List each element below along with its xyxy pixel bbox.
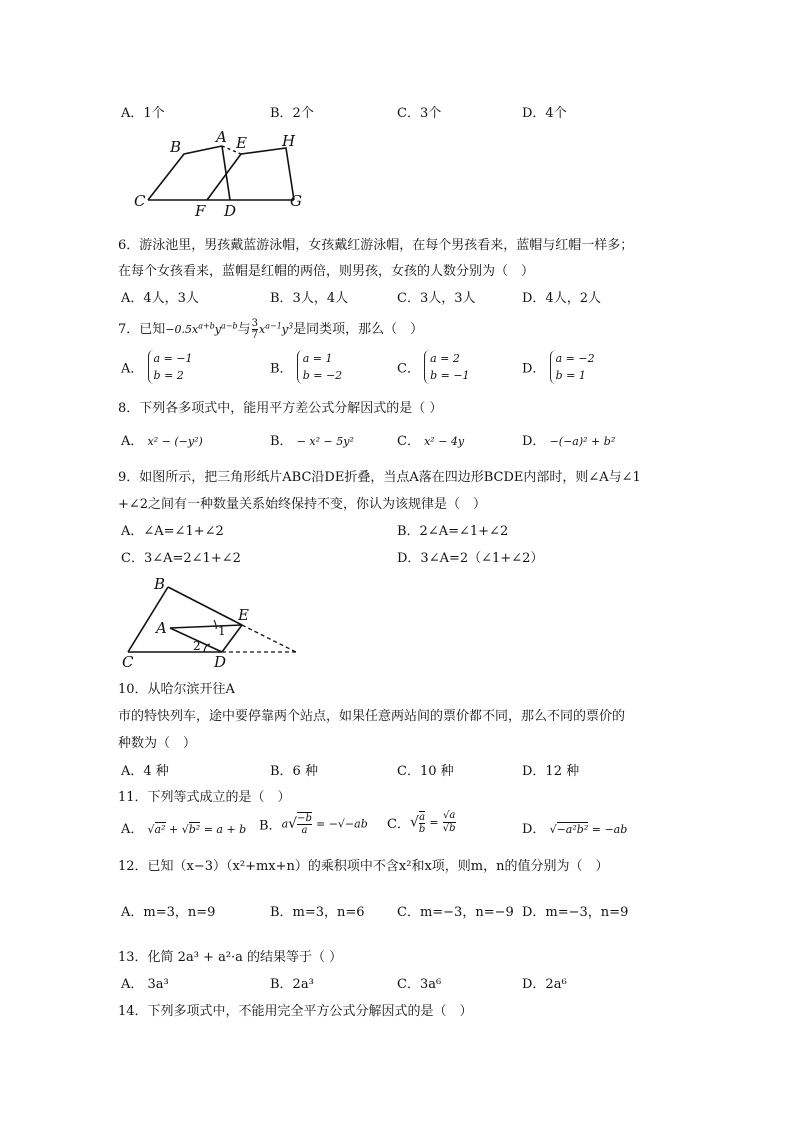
q7-stem [118, 318, 423, 341]
q7-option-d-label: D． [522, 361, 546, 377]
q7-frac-den: 7 [251, 330, 258, 341]
q5-label-c: C [134, 192, 146, 210]
q11-c-top: a [419, 811, 426, 823]
q11-option-b: B．a√ $\frac{-b}{a}$ = −√−ab [259, 813, 368, 836]
q7-option-b-label: B． [270, 361, 293, 377]
q7-option-b-system [297, 350, 342, 384]
q11-c-frac-left [419, 811, 425, 835]
q7-option-d-system [550, 350, 595, 384]
q9-figure [118, 572, 308, 672]
q5-label-b: B [170, 138, 182, 156]
q8-option-d-label: D． [522, 434, 546, 449]
q5-option-c: C．3个 [397, 106, 442, 121]
q6-option-a: A．4人，3人 [121, 291, 199, 306]
q5-option-d: D．4个 [522, 106, 567, 121]
q10-stem-line1: 10．从哈尔滨开往A [118, 682, 235, 697]
q11-c-frac-right [443, 810, 456, 835]
q7-connector: 与 [237, 322, 251, 337]
q11-a-radicand1: a² [154, 823, 166, 836]
q7-term1-mid: y [214, 323, 222, 336]
q8-option-a-label: A． [121, 434, 144, 449]
q8-option-a-expr: x² − (−y²) [147, 435, 203, 448]
q7-option-c-system [424, 350, 469, 384]
q6-stem-line1: 6．游泳池里，男孩戴蓝游泳帽，女孩戴红游泳帽，在每个男孩看来，蓝帽与红帽一样多； [118, 238, 634, 253]
q12-option-a: A．m=3，n=9 [121, 905, 216, 920]
q7-option-c-line2: b = −1 [430, 369, 470, 382]
q9-label-a: A [156, 619, 167, 637]
q8-option-a [121, 430, 203, 449]
q11-option-a-expr: = a + b [203, 823, 247, 836]
q11-c-rb: √b [442, 823, 456, 834]
q6-stem-line2: 在每个女孩看来，蓝帽是红帽的两倍，则男孩，女孩的人数分别为（ ） [118, 264, 535, 279]
q9-angle-1-arc [214, 620, 216, 629]
q10-option-b: B．6 种 [270, 764, 318, 779]
q7-frac-num: 3 [251, 318, 258, 329]
q9-label-d: D [214, 653, 227, 671]
q5-label-f: F [195, 202, 206, 220]
q6-option-d: D．4人，2人 [522, 291, 601, 306]
q7-term2: x [259, 323, 266, 336]
q5-option-b: B．2个 [270, 106, 314, 121]
q13-stem: 13．化简 2a³ + a²·a 的结果等于（ ） [118, 950, 343, 965]
q12-option-c: C．m=−3，n=−9 [397, 905, 514, 920]
q5-label-d: D [224, 202, 237, 220]
q7-term1-exp1: a+b [198, 321, 215, 331]
q11-a-radicand2: b² [188, 823, 201, 836]
q10-option-a: A．4 种 [121, 764, 169, 779]
q11-option-a-label: A． [121, 822, 144, 837]
q11-option-d-expr: = −ab [591, 823, 628, 836]
q8-option-b-expr: − x² − 5y² [296, 435, 354, 448]
q8-option-b [270, 430, 354, 449]
q10-stem-line2: 市的特快列车，途中要停靠两个站点，如果任意两站间的票价都不同，那么不同的票价的 [118, 709, 626, 724]
q11-option-a: A． √a² + √b² = a + b [121, 822, 247, 837]
q5-label-e: E [236, 134, 247, 152]
q11-option-c-label: C． [387, 817, 410, 832]
q7-option-c [397, 350, 470, 384]
q8-stem: 8．下列各多项式中，能用平方差公式分解因式的是（ ） [118, 401, 443, 416]
q7-option-b [270, 350, 342, 384]
q7-option-d [522, 350, 595, 384]
q9-label-1: 1 [218, 624, 226, 638]
q13-option-d: D．2a⁶ [522, 977, 567, 992]
q11-d-radicand: −a²b² [556, 823, 589, 836]
q5-edge-cba [148, 146, 222, 200]
q7-term1: −0.5x [165, 323, 199, 336]
q11-option-c: C．√ $\frac{a}{b}$ = $\frac{√a}{√b}$ [387, 810, 456, 835]
q10-option-d: D．12 种 [522, 764, 580, 779]
q13-option-c: C．3a⁶ [397, 977, 442, 992]
q12-option-d: D．m=−3，n=9 [522, 905, 629, 920]
q5-edge-ehg [241, 148, 294, 200]
q9-label-c: C [122, 653, 134, 671]
q11-b-den: a [301, 825, 308, 836]
q12-stem: 12．已知（x−3）（x²+mx+n）的乘积项中不含x²和x项，则m，n的值分别为（ ） [118, 859, 609, 874]
q12-option-b: B．m=3，n=6 [270, 905, 365, 920]
q11-stem: 11．下列等式成立的是（ ） [118, 790, 291, 805]
q9-option-b: B．2∠A=∠1+∠2 [397, 524, 509, 539]
q7-option-a-system [148, 350, 193, 384]
q5-label-g: G [290, 192, 302, 210]
q13-option-b: B．2a³ [270, 977, 314, 992]
q8-option-b-label: B． [270, 434, 293, 449]
q7-option-b-line1: a = 1 [302, 352, 333, 365]
q9-option-a: A．∠A=∠1+∠2 [121, 524, 224, 539]
q7-fraction [252, 318, 258, 341]
q7-option-a-label: A． [121, 361, 144, 377]
q6-option-b: B．3人，4人 [270, 291, 349, 306]
q9-label-e: E [238, 606, 249, 624]
q8-option-c [397, 430, 464, 449]
q9-edge-be [168, 587, 242, 625]
q8-option-c-label: C． [397, 434, 420, 449]
q7-option-d-line2: b = 1 [555, 369, 586, 382]
q7-prefix: 7．已知 [118, 322, 166, 337]
q9-stem-line2: +∠2之间有一种数量关系始终保持不变，你认为该规律是（ ） [118, 497, 487, 512]
q11-option-b-label: B． [259, 818, 282, 834]
q8-option-d-expr: −(−a)² + b² [549, 435, 616, 448]
q7-option-c-label: C． [397, 361, 420, 377]
q11-option-b-expr: = −√−ab [315, 817, 368, 831]
q8-option-d [522, 430, 615, 449]
q5-figure [130, 128, 310, 220]
q10-option-c: C．10 种 [397, 764, 454, 779]
q7-term2-exp2: 3 [288, 321, 294, 331]
q9-label-2: 2 [193, 639, 201, 653]
q11-c-rt: √a [443, 810, 456, 821]
q11-b-num: b [305, 813, 312, 824]
q11-b-coef: a [281, 817, 289, 831]
q7-option-d-line1: a = −2 [555, 352, 595, 365]
q10-stem-line3: 种数为（ ） [118, 736, 197, 751]
q5-option-a: A．1个 [121, 106, 165, 121]
q7-option-a-line2: b = 2 [153, 369, 184, 382]
q5-label-h: H [282, 132, 296, 150]
q7-option-a [121, 350, 193, 384]
q7-option-a-line1: a = −1 [153, 352, 193, 365]
q7-term2-mid: y [281, 323, 288, 336]
q9-option-d: D．3∠A=2（∠1+∠2） [397, 551, 544, 566]
q7-option-c-line1: a = 2 [430, 352, 460, 365]
q6-option-c: C．3人，3人 [397, 291, 476, 306]
q9-edge-ae [170, 625, 242, 628]
q9-label-b: B [154, 575, 166, 593]
q11-option-d: D． √−a²b² = −ab [522, 822, 628, 837]
q11-c-bot: b [418, 823, 426, 835]
q11-b-frac: $\frac{-b}{a}$ [297, 813, 312, 836]
q9-stem-line1: 9．如图所示，把三角形纸片ABC沿DE折叠，当点A落在四边形BCDE内部时，则∠A与∠1 [118, 470, 641, 485]
q14-stem: 14．下列多项式中，不能用完全平方公式分解因式的是（ ） [118, 1004, 473, 1019]
q7-term2-exp1: a−1 [265, 321, 282, 331]
q13-option-a: A． 3a³ [121, 977, 169, 992]
q7-option-b-line2: b = −2 [302, 369, 343, 382]
q11-option-d-label: D． [522, 822, 546, 837]
q7-suffix: 是同类项，那么（ ） [293, 322, 424, 337]
q8-option-c-expr: x² − 4y [424, 435, 465, 448]
q5-label-a: A [216, 128, 227, 146]
q9-edge-dashed-e [242, 625, 296, 652]
q9-option-c: C．3∠A=2∠1+∠2 [121, 551, 241, 566]
q7-term1-exp2: a−b [221, 321, 238, 331]
